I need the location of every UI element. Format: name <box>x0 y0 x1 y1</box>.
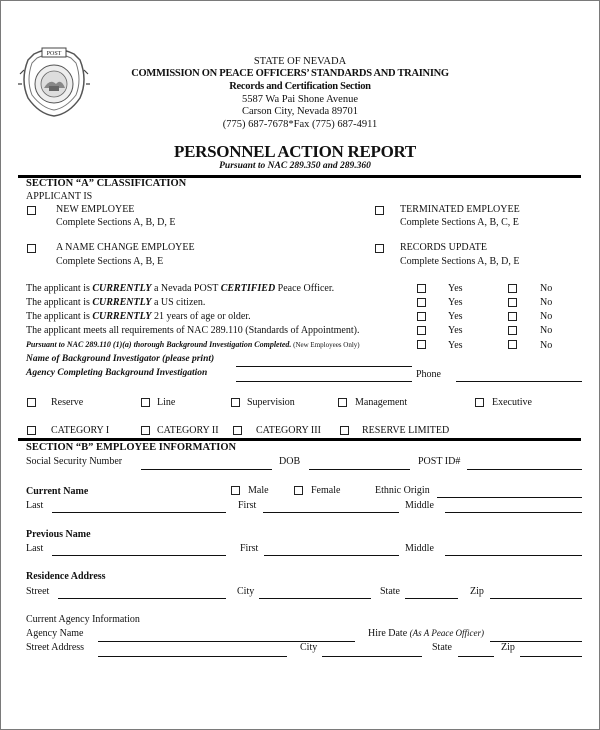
q2-yes-label: Yes <box>448 297 463 308</box>
agency-city-field[interactable] <box>322 656 422 657</box>
q2-yes-checkbox[interactable] <box>417 298 426 307</box>
question-standards: The applicant meets all requirements of NAC 289.110 (Standards of Appointment). <box>26 325 360 336</box>
q3-yes-checkbox[interactable] <box>417 312 426 321</box>
ssn-field[interactable] <box>141 469 272 470</box>
rank-reserve-label: Reserve <box>51 397 84 408</box>
header-address: 5587 Wa Pai Shone Avenue <box>241 94 358 105</box>
reserve-limited-checkbox[interactable] <box>340 426 349 435</box>
q5-yes-label: Yes <box>448 340 463 351</box>
q3-no-label: No <box>540 311 553 322</box>
residence-state-label: State <box>380 586 400 597</box>
header-section: Records and Certification Section <box>229 81 371 92</box>
ssn-label: Social Security Number <box>26 456 123 467</box>
current-first-label: First <box>238 500 257 511</box>
section-b-heading: SECTION “B” EMPLOYEE INFORMATION <box>26 442 237 453</box>
ethnic-origin-label: Ethnic Origin <box>375 485 430 496</box>
records-update-note: Complete Sections A, B, D, E <box>400 256 520 267</box>
residence-state-field[interactable] <box>405 598 458 599</box>
rank-line-checkbox[interactable] <box>141 398 150 407</box>
records-update-checkbox[interactable] <box>375 244 384 253</box>
agency-city-label: City <box>300 642 318 653</box>
header-phone: (775) 687-7678*Fax (775) 687-4911 <box>222 119 378 130</box>
agency-zip-field[interactable] <box>520 656 582 657</box>
post-id-field[interactable] <box>467 469 582 470</box>
residence-zip-label: Zip <box>470 586 484 597</box>
reserve-limited-label: RESERVE LIMITED <box>362 425 450 436</box>
current-first-field[interactable] <box>263 512 399 513</box>
rank-line-label: Line <box>157 397 176 408</box>
agency-background-label: Agency Completing Background Investigation <box>26 368 208 378</box>
q1-no-label: No <box>540 283 553 294</box>
residence-zip-field[interactable] <box>490 598 582 599</box>
header-city: Carson City, Nevada 89701 <box>242 106 358 117</box>
name-change-note: Complete Sections A, B, E <box>56 256 164 267</box>
terminated-employee-checkbox[interactable] <box>375 206 384 215</box>
dob-label: DOB <box>279 456 301 467</box>
page-title: PERSONNEL ACTION REPORT <box>174 142 416 161</box>
name-change-label: A NAME CHANGE EMPLOYEE <box>56 242 195 253</box>
q2-no-checkbox[interactable] <box>508 298 517 307</box>
q4-no-label: No <box>540 325 553 336</box>
agency-state-field[interactable] <box>458 656 494 657</box>
agency-background-field[interactable] <box>236 381 412 382</box>
investigator-name-field[interactable] <box>236 366 412 367</box>
phone-label: Phone <box>416 369 441 380</box>
section-a-heading: SECTION “A” CLASSIFICATION <box>26 178 187 189</box>
female-checkbox[interactable] <box>294 486 303 495</box>
category-2-label: CATEGORY II <box>157 425 219 436</box>
agency-info-heading: Current Agency Information <box>26 614 140 625</box>
post-id-label: POST ID# <box>418 456 461 467</box>
previous-middle-field[interactable] <box>445 555 582 556</box>
question-citizen: The applicant is CURRENTLY a US citizen. <box>26 297 206 308</box>
name-change-checkbox[interactable] <box>27 244 36 253</box>
phone-field[interactable] <box>456 381 582 382</box>
current-middle-label: Middle <box>405 500 434 511</box>
agency-state-label: State <box>432 642 452 653</box>
q5-no-label: No <box>540 340 553 351</box>
records-update-label: RECORDS UPDATE <box>400 242 487 253</box>
q3-no-checkbox[interactable] <box>508 312 517 321</box>
previous-first-label: First <box>240 543 259 554</box>
residence-city-label: City <box>237 586 255 597</box>
previous-last-label: Last <box>26 543 44 554</box>
applicant-is-label: APPLICANT IS <box>26 191 93 202</box>
question-age: The applicant is CURRENTLY 21 years of age or older. <box>26 311 251 322</box>
residence-heading: Residence Address <box>26 571 106 582</box>
new-employee-label: NEW EMPLOYEE <box>56 204 135 215</box>
new-employee-checkbox[interactable] <box>27 206 36 215</box>
current-last-field[interactable] <box>52 512 226 513</box>
male-checkbox[interactable] <box>231 486 240 495</box>
rank-executive-label: Executive <box>492 397 532 408</box>
current-last-label: Last <box>26 500 44 511</box>
q5-no-checkbox[interactable] <box>508 340 517 349</box>
question-background: Pursuant to NAC 289.110 (1)(a) thorough Background Investigation Completed. (New Employees Only) <box>26 340 360 349</box>
q4-yes-label: Yes <box>448 325 463 336</box>
terminated-employee-note: Complete Sections A, B, C, E <box>400 217 519 228</box>
ethnic-origin-field[interactable] <box>437 497 582 498</box>
header-state: STATE OF NEVADA <box>253 56 347 67</box>
q2-no-label: No <box>540 297 553 308</box>
section-divider <box>18 438 581 441</box>
svg-text:POST: POST <box>46 51 62 57</box>
q1-yes-label: Yes <box>448 283 463 294</box>
previous-last-field[interactable] <box>52 555 226 556</box>
agency-street-field[interactable] <box>98 656 287 657</box>
q5-yes-checkbox[interactable] <box>417 340 426 349</box>
category-3-checkbox[interactable] <box>233 426 242 435</box>
q1-yes-checkbox[interactable] <box>417 284 426 293</box>
residence-street-label: Street <box>26 586 50 597</box>
current-name-heading: Current Name <box>26 486 89 497</box>
category-3-label: CATEGORY III <box>256 425 321 436</box>
new-employee-note: Complete Sections A, B, D, E <box>56 217 176 228</box>
header-commission: COMMISSION ON PEACE OFFICERS’ STANDARDS AND TRAINING <box>131 68 449 79</box>
investigator-label: Name of Background Investigator (please print) <box>26 354 215 364</box>
female-label: Female <box>311 485 341 496</box>
hire-date-label: Hire Date (As A Peace Officer) <box>368 628 485 639</box>
q4-no-checkbox[interactable] <box>508 326 517 335</box>
category-2-checkbox[interactable] <box>141 426 150 435</box>
previous-name-heading: Previous Name <box>26 529 91 540</box>
dob-field[interactable] <box>309 469 410 470</box>
rank-management-checkbox[interactable] <box>338 398 347 407</box>
residence-city-field[interactable] <box>259 598 371 599</box>
previous-first-field[interactable] <box>264 555 399 556</box>
rank-supervision-checkbox[interactable] <box>231 398 240 407</box>
male-label: Male <box>248 485 269 496</box>
previous-middle-label: Middle <box>405 543 434 554</box>
category-1-checkbox[interactable] <box>27 426 36 435</box>
rank-management-label: Management <box>355 397 408 408</box>
residence-street-field[interactable] <box>58 598 226 599</box>
terminated-employee-label: TERMINATED EMPLOYEE <box>400 204 520 215</box>
q3-yes-label: Yes <box>448 311 463 322</box>
rank-executive-checkbox[interactable] <box>475 398 484 407</box>
street-address-label: Street Address <box>26 642 85 653</box>
agency-name-label: Agency Name <box>26 628 84 639</box>
page-subtitle: Pursuant to NAC 289.350 and 289.360 <box>219 161 371 171</box>
question-certified: The applicant is CURRENTLY a Nevada POST CERTIFIED Peace Officer. <box>26 283 335 294</box>
rank-reserve-checkbox[interactable] <box>27 398 36 407</box>
current-middle-field[interactable] <box>445 512 582 513</box>
agency-zip-label: Zip <box>501 642 515 653</box>
category-1-label: CATEGORY I <box>51 425 110 436</box>
rank-supervision-label: Supervision <box>247 397 295 408</box>
q1-no-checkbox[interactable] <box>508 284 517 293</box>
q4-yes-checkbox[interactable] <box>417 326 426 335</box>
